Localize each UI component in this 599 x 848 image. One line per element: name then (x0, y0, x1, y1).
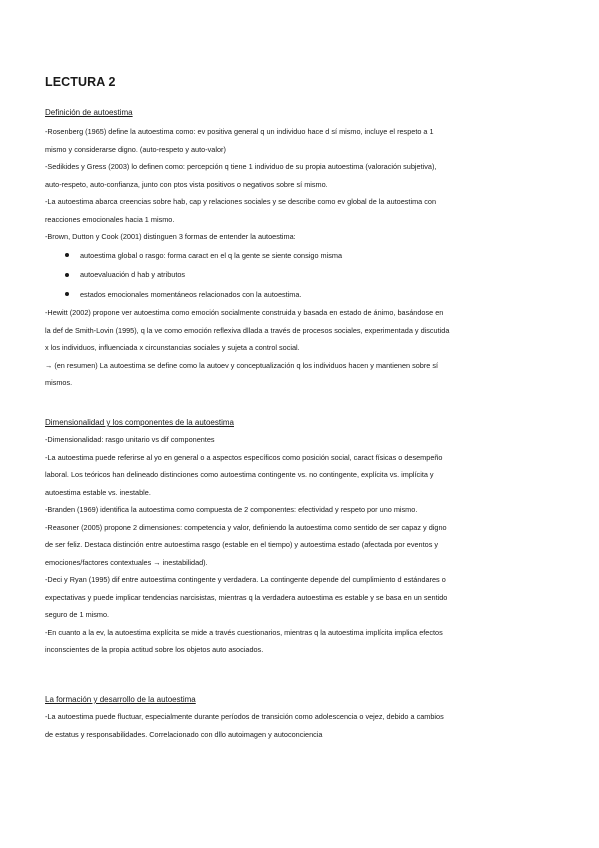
list-item-text: autoestima global o rasgo: forma caract en el q la gente se siente consigo misma (80, 250, 343, 260)
section-formacion (45, 695, 560, 743)
bullet-icon (65, 292, 69, 296)
text-line: -Hewitt (2002) propone ver autoestima como emoción socialmente construida y basada en estado de ánimo, basándose en (45, 308, 444, 317)
text-line: -Dimensionalidad: rasgo unitario vs dif componentes (45, 435, 215, 444)
text-line: seguro de 1 mismo. (45, 610, 110, 619)
section-definicion (45, 108, 560, 392)
list-item-text: autoevaluación d hab y atributos (80, 270, 186, 279)
section-heading: Dimensionalidad y los componentes de la autoestima (45, 418, 234, 427)
text-line: -Deci y Ryan (1995) dif entre autoestima contingente y verdadera. La contingente depende del cumplimiento d estándares o (45, 575, 446, 584)
text-line: mismo y considerarse digno. (auto-respeto y auto-valor) (45, 144, 226, 154)
list-item (45, 265, 560, 285)
section-body (45, 123, 560, 392)
section-body (45, 431, 560, 659)
text-line: mismos. (45, 378, 73, 387)
text-line: expectativas y puede implicar tendencias narcisistas, mientras q la verdadera autoestima es estable y se basa en un sentido (45, 592, 448, 602)
text-line: inconscientes de la propia actitud sobre los objetos auto asociados. (45, 645, 264, 654)
section-dimensionalidad (45, 418, 560, 659)
text-line: de estatus y responsabilidades. Correlacionado con dllo autoimagen y autoconciencia (45, 729, 323, 739)
text-line: -En cuanto a la ev, la autoestima explícita se mide a través cuestionarios, mientras q la autoestima implícita implica efectos (45, 627, 443, 637)
text-line: -La autoestima abarca creencias sobre hab, cap y relaciones sociales y se describe como ev global de la autoestima con (45, 197, 437, 206)
bullet-icon (65, 253, 69, 257)
text-line: -Branden (1969) identifica la autoestima como compuesta de 2 componentes: efectividad y respeto por uno mismo. (45, 505, 418, 514)
text-line: laboral. Los teóricos han delineado distinciones como autoestima contingente vs. no contingente, explícita vs. implícita y (45, 470, 434, 479)
section-heading: La formación y desarrollo de la autoestima (45, 695, 196, 704)
document-title: LECTURA 2 (45, 75, 116, 89)
text-line: de ser feliz. Destaca distinción entre autoestima rasgo (estable en el tiempo) y autoestima estado (afectada por eventos y (45, 540, 439, 549)
text-line: auto-respeto, auto-confianza, junto con ptos vista positivos o negativos sobre sí mismo. (45, 179, 328, 189)
text-line: -Brown, Dutton y Cook (2001) distinguen 3 formas de entender la autoestima: (45, 232, 296, 241)
list-item-text: estados emocionales momentáneos relacionados con la autoestima. (80, 289, 302, 299)
text-line: autoestima estable vs. inestable. (45, 487, 151, 497)
list-item (45, 285, 560, 305)
bullet-list (45, 246, 560, 305)
section-body (45, 708, 560, 743)
text-line: -Sedikides y Gress (2003) lo definen como: percepción q tiene 1 individuo de su propia autoestima (valoración subjetiva), (45, 162, 437, 171)
text-line: -Rosenberg (1965) define la autoestima como: ev positiva general q un individuo hace d sí mismo, incluye el respeto a 1 (45, 127, 434, 136)
text-line: -La autoestima puede referirse al yo en general o a aspectos específicos como posición social, caract físicas o desempeño (45, 452, 443, 462)
text-line: reacciones emocionales hacia 1 mismo. (45, 214, 175, 224)
bullet-icon (65, 273, 69, 277)
text-line: x los individuos, influenciada x circunstancias sociales y sujeta a control social. (45, 343, 300, 352)
text-line: emociones/factores contextuales → inestabilidad). (45, 557, 208, 567)
text-line: la def de Smith-Lovin (1995), q la ve como emoción reflexiva dllada a través de procesos sociales, experimentada y discutida (45, 325, 450, 335)
text-line: -Reasoner (2005) propone 2 dimensiones: competencia y valor, definiendo la autoestima como sentido de ser capaz y digno (45, 522, 447, 532)
text-line: -La autoestima puede fluctuar, especialmente durante períodos de transición como adolescencia o vejez, debido a cambios (45, 712, 444, 721)
text-line: → (en resumen) La autoestima se define como la autoev y conceptualización q los individuos hacen y mantienen sobre sí (45, 360, 439, 370)
list-item (45, 246, 560, 266)
section-heading: Definición de autoestima (45, 108, 133, 117)
